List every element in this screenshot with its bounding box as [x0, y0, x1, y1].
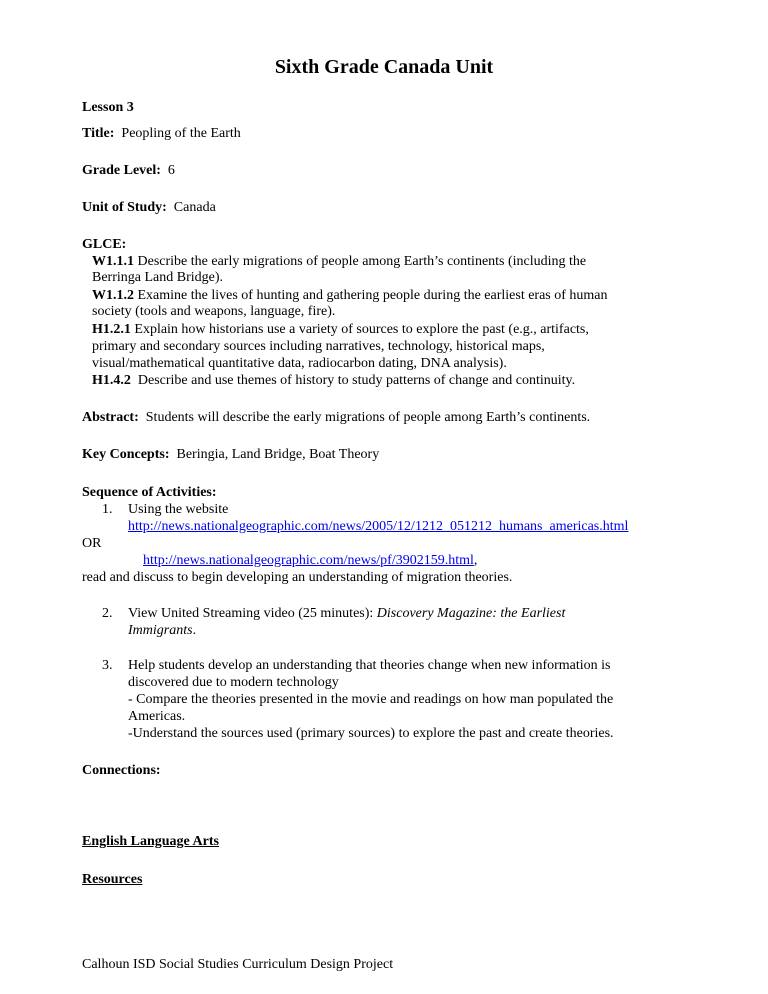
unit-field — [82, 200, 216, 216]
lesson-number — [82, 100, 134, 116]
key-concepts-label: Key Concepts: — [82, 447, 170, 462]
ela-heading: English Language Arts — [82, 834, 219, 849]
key-concepts-text: Beringia, Land Bridge, Boat Theory — [176, 447, 380, 462]
glce-w112-line2: society (tools and weapons, language, fire). — [92, 304, 336, 319]
glce-w111-line2: Berringa Land Bridge). — [92, 270, 224, 285]
abstract-label: Abstract: — [82, 410, 139, 425]
connections-heading: Connections: — [82, 763, 161, 778]
abstract — [82, 410, 590, 426]
glce-heading: GLCE: — [82, 237, 127, 252]
step3-line4: Americas. — [128, 709, 186, 724]
unit-label: Unit of Study: — [82, 200, 167, 215]
glce-code: W1.1.2 — [92, 288, 134, 303]
title-field — [82, 126, 241, 142]
step3-line3: - Compare the theories presented in the movie and readings on how man populated the — [128, 692, 614, 707]
video-title: Discovery Magazine: the Earliest — [376, 606, 566, 621]
sequence-heading: Sequence of Activities: — [82, 485, 217, 500]
glce-w112-line1: W1.1.2 Examine the lives of hunting and gathering people during the earliest eras of human — [92, 288, 608, 303]
grade-label: Grade Level: — [82, 163, 161, 178]
step1-tail: read and discuss to begin developing an understanding of migration theories. — [82, 570, 513, 585]
step2-line1: View United Streaming video (25 minutes): Discovery Magazine: the Earliest — [128, 606, 566, 621]
step1-number: 1. — [102, 502, 113, 517]
key-concepts — [82, 447, 379, 463]
link-natgeo-pf[interactable]: http://news.nationalgeographic.com/news/pf/3902159.html, — [143, 553, 478, 568]
glce-code: W1.1.1 — [92, 254, 134, 269]
unit-value: Canada — [173, 200, 216, 215]
grade-value: 6 — [167, 163, 175, 178]
grade-level-field — [82, 163, 175, 179]
page-footer: Calhoun ISD Social Studies Curriculum Design Project — [82, 957, 394, 972]
lesson-label: Lesson 3 — [82, 100, 134, 115]
step3-line1: Help students develop an understanding that theories change when new information is — [128, 658, 611, 673]
glce-h121-line3: visual/mathematical quantitative data, radiocarbon dating, DNA analysis). — [92, 356, 507, 371]
abstract-text: Students will describe the early migrations of people among Earth’s continents. — [145, 410, 591, 425]
step3-line2: discovered due to modern technology — [128, 675, 339, 690]
or-text: OR — [82, 536, 102, 551]
resources-heading: Resources — [82, 872, 143, 887]
glce-code: H1.2.1 — [92, 322, 131, 337]
step2-number: 2. — [102, 606, 113, 621]
step3-number: 3. — [102, 658, 113, 673]
glce-h121-line1: H1.2.1 Explain how historians use a variety of sources to explore the past (e.g., artifacts, — [92, 322, 589, 337]
title-value: Peopling of the Earth — [121, 126, 241, 141]
step2-line2: Immigrants. — [128, 623, 197, 638]
glce-h142-line1: H1.4.2 Describe and use themes of history to study patterns of change and continuity. — [92, 373, 576, 388]
step3-line5: -Understand the sources used (primary sources) to explore the past and create theories. — [128, 726, 614, 741]
page-title: Sixth Grade Canada Unit — [274, 56, 494, 78]
link-natgeo-humans-americas[interactable]: http://news.nationalgeographic.com/news/2005/12/1212_051212_humans_americas.html — [128, 519, 629, 534]
step1-text: Using the website — [128, 502, 229, 517]
glce-w111-line1: W1.1.1 Describe the early migrations of people among Earth’s continents (including the — [92, 254, 587, 269]
glce-h121-line2: primary and secondary sources including narratives, technology, historical maps, — [92, 339, 545, 354]
glce-code: H1.4.2 — [92, 373, 131, 388]
title-label: Title: — [82, 126, 115, 141]
